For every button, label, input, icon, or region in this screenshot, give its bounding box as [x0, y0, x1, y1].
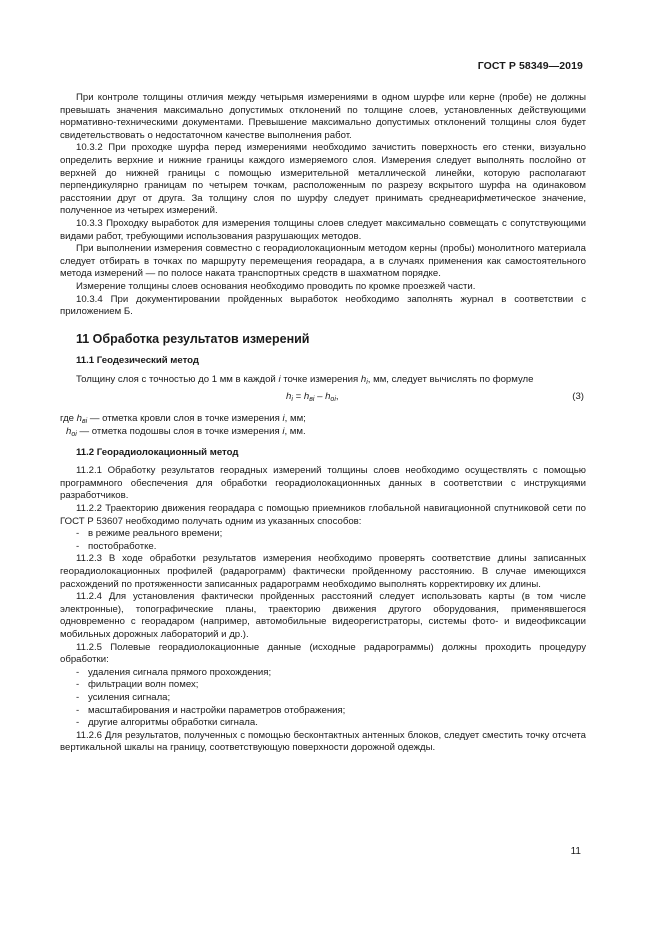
formula-3: $h_i = h_{вi} - h_{oi}$,	[286, 391, 339, 404]
paragraph-10-3-4: 10.3.4 При документировании пройденных выработок необходимо заполнять журнал в соответствии с приложением Б.	[60, 293, 586, 318]
paragraph-10-3-2: 10.3.2 При проходке шурфа перед измерениями необходимо зачистить поверхность его стенки, визуально определить верхние и нижние границы каждого измеряемого слоя. Измерения следует выполнять послойно от верхней до нижней границы с помощью измерительной металлической линейки, которую располагают перпендикулярно границам по четырем точкам, расположенным по разрезу вскрытого шурфа на одинаковом расстоянии друг от друга. За толщину слоя по шурфу следует принимать среднеарифметическое значение, полученное из четырех измерений.	[60, 142, 586, 217]
paragraph: При контроле толщины отличия между четырьмя измерениями в одном шурфе или керне (пробе) не должны превышать значения максимально допустимых отклонений по толщине слоев, установленных действующими нормативно-техническими документами. Превышение максимально допустимых отклонений толщины слоя будет свидетельствовать о недостаточном качестве выполнения работ.	[60, 92, 586, 141]
paragraph-11-2-5: 11.2.5 Полевые георадиолокационные данные (исходные радарограммы) должны проходить процедуру обработки:	[60, 641, 586, 666]
paragraph-11-2-6: 11.2.6 Для результатов, полученных с помощью бесконтактных антенных блоков, следует сместить точку отсчета вертикальной шкалы на границу, соответствующую поверхности дорожной одежды.	[60, 729, 586, 754]
paragraph-10-3-3: 10.3.3 Проходку выработок для измерения толщины слоев следует максимально совмещать с сопутствующими видами работ, требующими использования разрушающих методов.	[60, 217, 586, 242]
list-item: - в режиме реального времени;	[76, 528, 223, 540]
list-item: - масштабирования и настройки параметров отображения;	[76, 704, 346, 716]
formula-number: (3)	[572, 391, 584, 403]
document-body	[60, 92, 586, 755]
paragraph-11-2-2: 11.2.2 Траекторию движения георадара с помощью приемников глобальной навигационной спутниковой сети по ГОСТ Р 53607 необходимо получать одним из указанных способов:	[60, 503, 586, 527]
subsection-11-1-heading: 11.1 Геодезический метод	[76, 355, 199, 367]
paragraph: Измерение толщины слоев основания необходимо проводить по кромке проезжей части.	[76, 280, 476, 292]
where-definition-2: $h_{oi}$ — отметка подошвы слоя в точке измерения i, мм.	[66, 426, 306, 439]
list-item: - другие алгоритмы обработки сигнала.	[76, 717, 258, 729]
list-item: - удаления сигнала прямого прохождения;	[76, 666, 272, 678]
subsection-11-2-heading: 11.2 Георадиолокационный метод	[76, 446, 239, 458]
list-item: - постобработке.	[76, 540, 157, 552]
paragraph: При выполнении измерения совместно с георадиолокационным методом керны (пробы) монолитного материала следует отбирать в точках по маршруту перемещения георадара, а в случаях применения как самостоятельного метода измерений — по полосе наката транспортных средств в шахматном порядке.	[60, 243, 586, 280]
list-processing-steps	[60, 667, 586, 730]
list-item: - усиления сигнала;	[76, 691, 171, 703]
list-methods	[60, 528, 586, 553]
formula-row	[60, 391, 586, 407]
doc-code-header: ГОСТ Р 58349—2019	[477, 60, 583, 72]
paragraph-11-2-3: 11.2.3 В ходе обработки результатов измерения необходимо проверять соответствие длины записанных георадиолокационных профилей (радарограмм) фактически пройденному расстоянию. В случае имеющихся расхождений по протяженности записанных радарограмм необходимо выполнять корректировку их длины.	[60, 553, 586, 590]
geodetic-method-text: Толщину слоя с точностью до 1 мм в каждой i точке измерения $h_i$, мм, следует вычислять по формуле	[76, 373, 534, 386]
where-definition-1: где $h_{вi}$ — отметка кровли слоя в точке измерения i, мм;	[60, 413, 306, 426]
page-number: 11	[570, 846, 581, 857]
paragraph-11-2-1: 11.2.1 Обработку результатов георадных измерений толщины слоев необходимо осуществлять с помощью программного обеспечения для обработки георадиолокационнных данных в соответствии с инструкциями разработчиков.	[60, 465, 586, 502]
paragraph-11-2-4: 11.2.4 Для установления фактически пройденных расстояний следует использовать карты (в том числе электронные), топографические планы, траекторию движения другого оборудования, применявшегося одновременно с георадаром (например, автомобильные видеорегистраторы, системы фото- и видеофиксации мобильных дорожных лабораторий и др.).	[60, 591, 586, 640]
section-11-heading: 11 Обработка результатов измерений	[76, 331, 310, 346]
list-item: - фильтрации волн помех;	[76, 679, 199, 691]
